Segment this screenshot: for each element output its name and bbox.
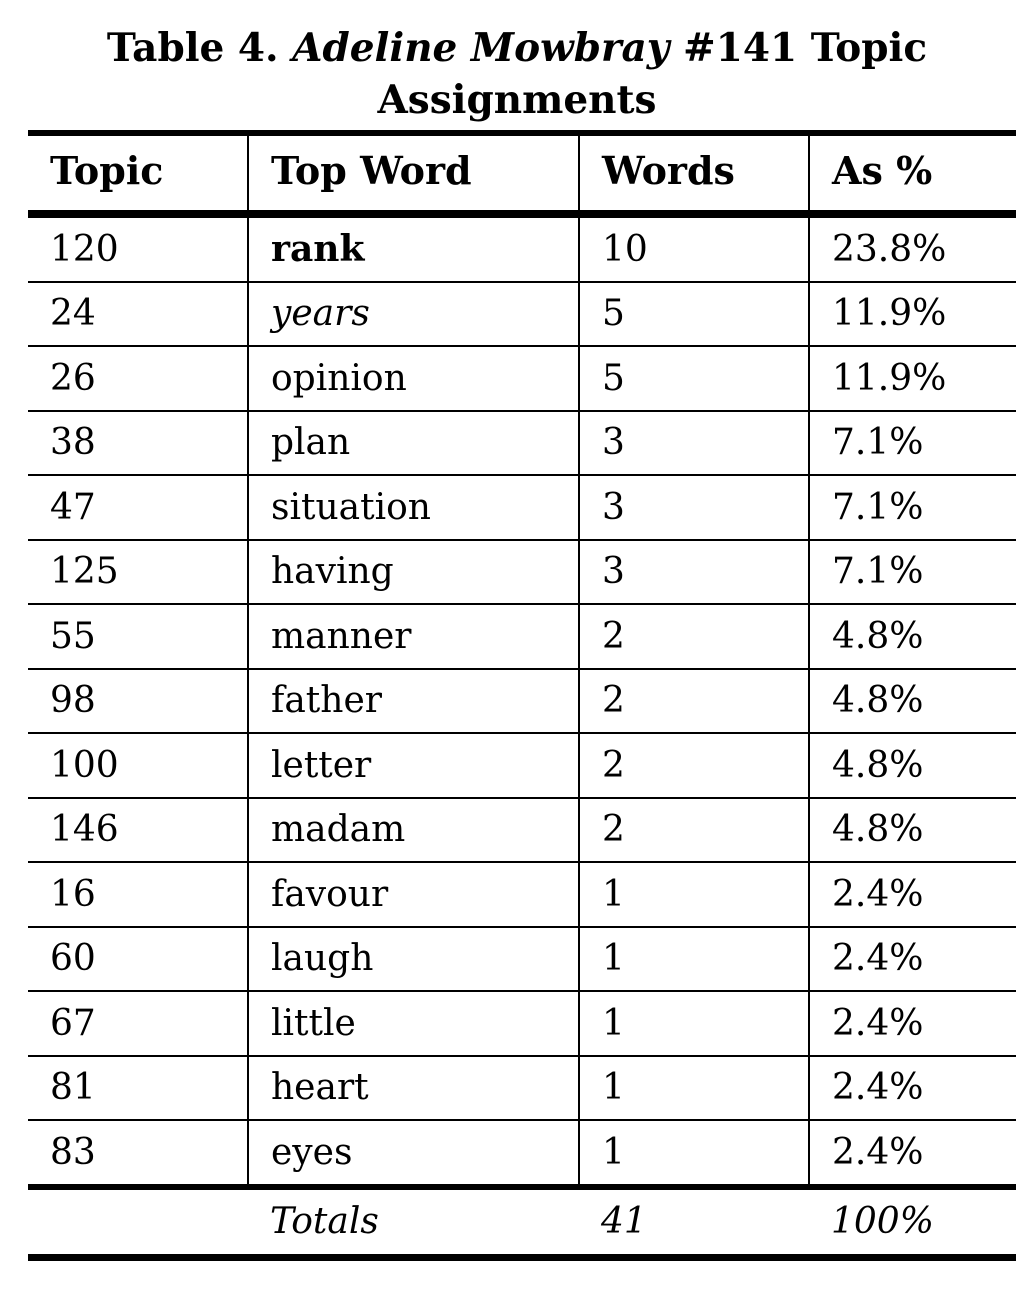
percent-cell: 4.8%: [809, 604, 1016, 669]
words-cell: 5: [579, 282, 809, 347]
totals-percent: 100%: [831, 1201, 934, 1242]
top-word-cell: situation: [248, 475, 579, 540]
words-cell: 3: [579, 411, 809, 476]
words-cell: 1: [579, 927, 809, 992]
words-cell: 1: [579, 1120, 809, 1187]
percent-cell: 7.1%: [809, 540, 1016, 605]
table-row: [28, 411, 1016, 476]
words-cell: 5: [579, 346, 809, 411]
topic-cell: 67: [28, 991, 248, 1056]
caption-prefix: Table 4.: [106, 25, 279, 71]
topic-assignments-table: [28, 130, 1016, 1261]
percent-cell: 2.4%: [809, 862, 1016, 927]
words-cell: 3: [579, 540, 809, 605]
caption-book-title: Adeline Mowbray: [292, 25, 670, 71]
topic-cell: 38: [28, 411, 248, 476]
table-row: [28, 1056, 1016, 1121]
caption-suffix: #141 Topic Assignments: [377, 25, 928, 123]
topic-cell: 81: [28, 1056, 248, 1121]
top-word-cell: opinion: [248, 346, 579, 411]
totals-row: [28, 1187, 1016, 1258]
topic-cell: 83: [50, 1131, 96, 1173]
top-word-cell: father: [248, 669, 579, 734]
table-row: [28, 991, 1016, 1056]
percent-cell: 23.8%: [809, 214, 1016, 282]
top-word-cell: heart: [248, 1056, 579, 1121]
percent-cell: 11.9%: [809, 346, 1016, 411]
words-cell: 10: [579, 214, 809, 282]
topic-cell: 16: [28, 862, 248, 927]
top-word-cell: little: [248, 991, 579, 1056]
header-row: [28, 133, 1016, 214]
header-top-word: Top Word: [248, 133, 579, 214]
table-header: [28, 133, 1016, 214]
topic-cell: 24: [28, 282, 248, 347]
topic-cell: 125: [28, 540, 248, 605]
table-body: [28, 214, 1016, 1187]
words-cell: 3: [579, 475, 809, 540]
totals-label: Totals: [270, 1201, 379, 1242]
table-row: [28, 669, 1016, 734]
top-word-cell: favour: [248, 862, 579, 927]
top-word-cell: rank: [248, 214, 579, 282]
table-row: [28, 214, 1016, 282]
top-word-cell: having: [248, 540, 579, 605]
top-word-cell: letter: [248, 733, 579, 798]
topic-cell: 100: [28, 733, 248, 798]
topic-cell: 146: [28, 798, 248, 863]
table-caption: [0, 22, 1034, 126]
header-percent: As %: [809, 133, 1016, 214]
top-word-cell: plan: [248, 411, 579, 476]
topic-cell: 55: [28, 604, 248, 669]
table-row: [28, 1120, 1016, 1187]
table-row: [28, 604, 1016, 669]
top-word-cell: manner: [248, 604, 579, 669]
topic-cell: 98: [28, 669, 248, 734]
table-row: [28, 540, 1016, 605]
table-row: [28, 927, 1016, 992]
totals-words: 41: [601, 1201, 647, 1242]
top-word-cell: years: [248, 282, 579, 347]
percent-cell: 4.8%: [809, 733, 1016, 798]
table-footer: [28, 1187, 1016, 1258]
percent-cell: 2.4%: [809, 1056, 1016, 1121]
percent-cell: 4.8%: [809, 669, 1016, 734]
words-cell: 2: [579, 733, 809, 798]
percent-cell: 7.1%: [809, 411, 1016, 476]
top-word-cell: eyes: [248, 1120, 579, 1187]
top-word-cell: madam: [248, 798, 579, 863]
table-row: [28, 798, 1016, 863]
topic-cell: 47: [28, 475, 248, 540]
top-word-cell: laugh: [248, 927, 579, 992]
words-cell: 1: [579, 862, 809, 927]
percent-cell: 2.4%: [809, 927, 1016, 992]
percent-cell: 11.9%: [809, 282, 1016, 347]
topic-cell: 120: [28, 214, 248, 282]
words-cell: 2: [579, 798, 809, 863]
topic-cell: 26: [28, 346, 248, 411]
header-topic: Topic: [50, 147, 164, 193]
table-row: [28, 346, 1016, 411]
words-cell: 2: [579, 604, 809, 669]
percent-cell: 4.8%: [809, 798, 1016, 863]
topic-assignments-table-container: [28, 130, 1016, 1261]
words-cell: 1: [579, 991, 809, 1056]
percent-cell: 2.4%: [809, 991, 1016, 1056]
words-cell: 1: [579, 1056, 809, 1121]
table-row: [28, 862, 1016, 927]
percent-cell: 2.4%: [809, 1120, 1016, 1187]
table-row: [28, 282, 1016, 347]
topic-cell: 60: [28, 927, 248, 992]
words-cell: 2: [579, 669, 809, 734]
table-row: [28, 733, 1016, 798]
percent-cell: 7.1%: [809, 475, 1016, 540]
table-row: [28, 475, 1016, 540]
header-words: Words: [579, 133, 809, 214]
totals-empty-cell: [28, 1187, 248, 1258]
